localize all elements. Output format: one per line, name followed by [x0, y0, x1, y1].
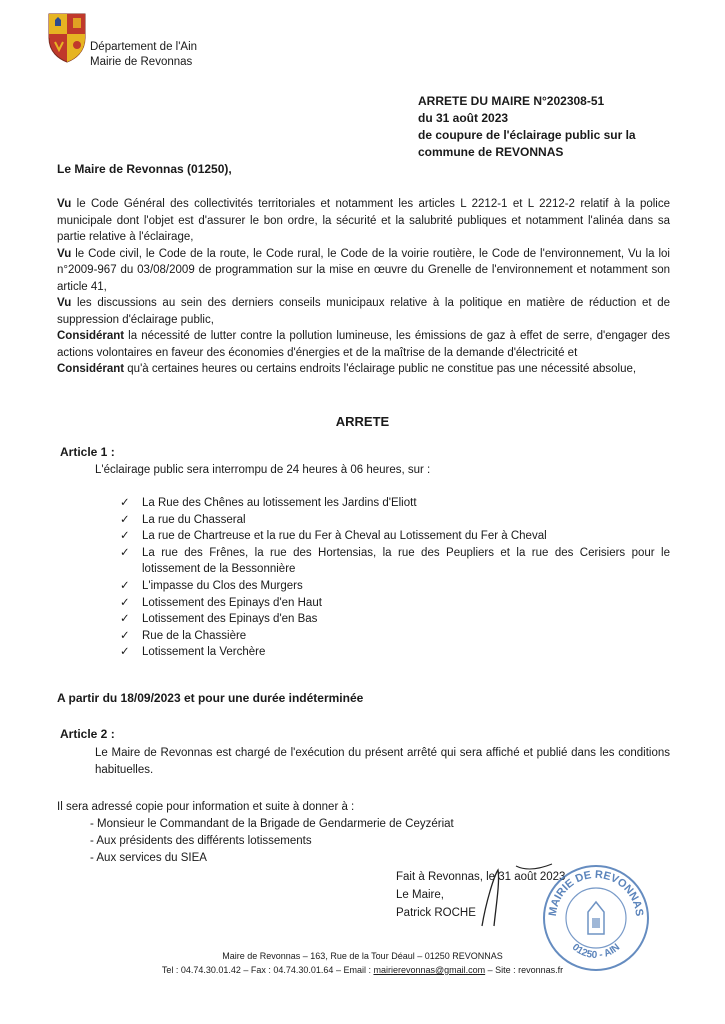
preamble-text: le Code civil, le Code de la route, le Code rural, le Code de la voirie routière, le Code de l'environnement, Vu la loi n°2009-967 du 03/08/2009 de programmation sur la mise en œuvre du Grenelle de l'environnement et notamment son article 41, — [57, 247, 670, 293]
street-name: La rue du Chasseral — [142, 513, 246, 526]
copy-intro: Il sera adressé copie pour information et suite à donner à : — [57, 801, 355, 813]
arrete-heading: ARRETE — [335, 414, 390, 429]
preamble-keyword: Vu — [57, 198, 72, 210]
checkmark-icon: ✓ — [120, 497, 130, 509]
article-2-text: Le Maire de Revonnas est chargé de l'exécution du présent arrêté qui sera affiché et publié dans les conditions habituelles. — [95, 747, 670, 776]
signature-place-date: Fait à Revonnas, le 31 août 2023 — [396, 871, 566, 883]
article-2-heading: Article 2 : — [60, 727, 115, 741]
email-link[interactable]: mairierevonnas@gmail.com — [373, 965, 486, 975]
footer — [0, 949, 725, 977]
checkmark-icon: ✓ — [120, 596, 130, 609]
preamble-text: le Code Général des collectivités territoriales et notamment les articles L 2212-1 et L 2212-2 relatif à la police municipale dont l'objet est d'assurer le bon ordre, la sécurité et la salubrité publiques et notamment l'alinéa dans sa partie relative à l'éclairage, — [57, 198, 670, 243]
street-name: Rue de la Chassière — [142, 629, 247, 642]
street-name: L'impasse du Clos des Murgers — [142, 579, 303, 592]
list-item — [120, 644, 670, 661]
preamble-paragraph — [57, 196, 670, 246]
list-item — [120, 495, 670, 512]
stamp-top-text: MAIRIE DE REVONNAS — [546, 868, 646, 917]
checkmark-icon: ✓ — [120, 646, 130, 659]
preamble — [57, 196, 670, 378]
list-item: - Aux présidents des différents lotissements — [90, 835, 312, 847]
checkmark-icon: ✓ — [120, 629, 130, 642]
checkmark-icon: ✓ — [120, 546, 130, 559]
list-item — [120, 611, 670, 628]
preamble-paragraph — [57, 361, 670, 378]
street-name: La Rue des Chênes au lotissement les Jardins d'Eliott — [142, 497, 417, 509]
preamble-paragraph — [57, 295, 670, 328]
street-list — [120, 495, 670, 661]
list-item — [120, 545, 670, 578]
checkmark-icon: ✓ — [120, 613, 130, 626]
footer-site: – Site : revonnas.fr — [485, 965, 564, 975]
handwritten-signature — [476, 862, 556, 932]
document-title — [418, 93, 636, 161]
preamble-keyword: Considérant — [57, 363, 125, 375]
coat-of-arms-logo — [47, 12, 87, 64]
signature-name: Patrick ROCHE — [396, 907, 476, 919]
checkmark-icon: ✓ — [120, 530, 130, 543]
street-name: La rue de Chartreuse et la rue du Fer à Cheval au Lotissement du Fer à Cheval — [142, 530, 547, 543]
article-1-heading: Article 1 : — [60, 445, 115, 459]
list-item: - Aux services du SIEA — [90, 852, 207, 864]
footer-contact — [0, 963, 725, 977]
street-name: Lotissement des Epinays d'en Haut — [142, 596, 322, 609]
list-item: - Monsieur le Commandant de la Brigade de Gendarmerie de Ceyzériat — [90, 818, 454, 830]
department-name: Département de l'Ain — [90, 41, 198, 53]
title-line-3: de coupure de l'éclairage public sur la — [418, 128, 636, 142]
preamble-keyword: Vu — [57, 297, 72, 309]
letterhead — [90, 40, 197, 70]
title-line-2: du 31 août 2023 — [418, 111, 509, 125]
svg-text:MAIRIE DE REVONNAS — [547, 869, 645, 917]
title-line-4: commune de REVONNAS — [418, 145, 564, 159]
list-item — [120, 578, 670, 595]
copy-recipients — [90, 816, 454, 867]
title-line-1: ARRETE DU MAIRE N°202308-51 — [418, 94, 605, 108]
footer-phone-fax: Tel : 04.74.30.01.42 – Fax : 04.74.30.01.64 – Email : — [161, 965, 374, 975]
preamble-keyword: Vu — [57, 247, 72, 260]
preamble-text: qu'à certaines heures ou certains endroits l'éclairage public ne constitue pas une nécessité absolue, — [124, 363, 637, 375]
preamble-paragraph — [57, 328, 670, 361]
preamble-text: les discussions au sein des derniers conseils municipaux relative à la politique en matière de réduction et de suppression d'éclairage public, — [57, 297, 670, 326]
checkmark-icon: ✓ — [120, 579, 130, 592]
footer-address: Maire de Revonnas – 163, Rue de la Tour Déaul – 01250 REVONNAS — [222, 951, 503, 961]
list-item — [120, 528, 670, 545]
addressee: Le Maire de Revonnas (01250), — [57, 162, 232, 176]
effective-date: A partir du 18/09/2023 et pour une durée indéterminée — [57, 691, 364, 705]
preamble-keyword: Considérant — [57, 330, 125, 342]
article-1-intro: L'éclairage public sera interrompu de 24 heures à 06 heures, sur : — [95, 464, 431, 476]
checkmark-icon: ✓ — [120, 513, 130, 526]
preamble-text: la nécessité de lutter contre la pollution lumineuse, les émissions de gaz à effet de serre, d'engager des actions volontaires en faveur des économies d'énergies et de la maîtrise de la demande d'électricité et — [57, 330, 670, 359]
list-item — [120, 595, 670, 612]
signature-role: Le Maire, — [396, 889, 444, 901]
mairie-name: Mairie de Revonnas — [90, 56, 193, 68]
street-name: Lotissement des Epinays d'en Bas — [142, 613, 318, 626]
street-name: Lotissement la Verchère — [142, 646, 266, 659]
list-item — [120, 512, 670, 529]
preamble-paragraph — [57, 246, 670, 296]
list-item — [120, 628, 670, 645]
stamp-bottom-text: 01250 - AIN — [569, 941, 623, 962]
street-name: La rue des Frênes, la rue des Hortensias, la rue des Peupliers et la rue des Cerisiers pour le lotissement de la Bessonnière — [142, 546, 670, 576]
